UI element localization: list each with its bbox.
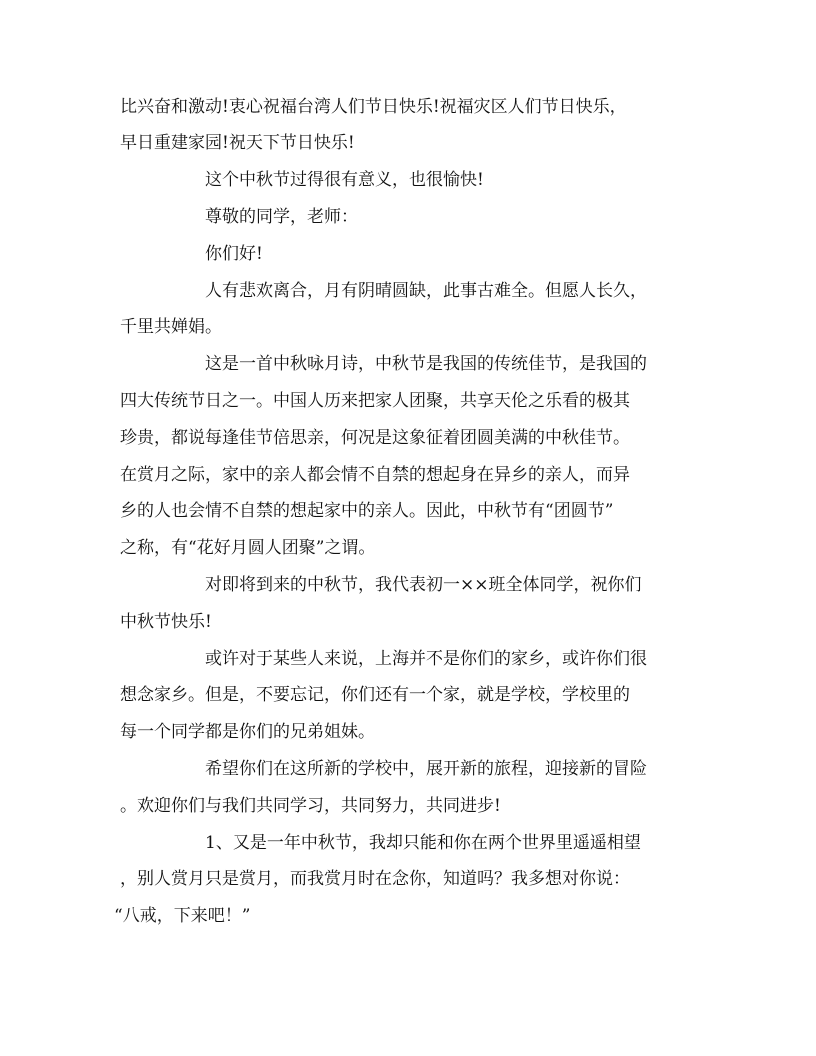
paragraph-line: 之称，有“花好月圆人团聚”之谓。 (120, 538, 376, 558)
paragraph-line: 在赏月之际，家中的亲人都会情不自禁的想起身在异乡的亲人，而异 (120, 465, 630, 485)
paragraph-line: 对即将到来的中秋节，我代表初一××班全体同学，祝你们 (205, 575, 642, 595)
paragraph-line: 这个中秋节过得很有意义，也很愉快! (205, 170, 484, 190)
paragraph-line: 中秋节快乐! (120, 612, 212, 632)
paragraph-line: 希望你们在这所新的学校中，展开新的旅程，迎接新的冒险 (205, 759, 647, 779)
paragraph-line: 这是一首中秋咏月诗，中秋节是我国的传统佳节，是我国的 (205, 354, 647, 374)
paragraph-line: 珍贵，都说每逢佳节倍思亲，何况是这象征着团圆美满的中秋佳节。 (120, 428, 630, 448)
paragraph-line: 人有悲欢离合，月有阴晴圆缺，此事古难全。但愿人长久， (205, 281, 647, 301)
paragraph-line: 想念家乡。但是，不要忘记，你们还有一个家，就是学校，学校里的 (120, 685, 630, 705)
paragraph-line: 。欢迎你们与我们共同学习，共同努力，共同进步! (120, 796, 501, 816)
paragraph-line: 千里共婵娟。 (120, 317, 222, 337)
paragraph-line: 每一个同学都是你们的兄弟姐妹。 (120, 722, 375, 742)
paragraph-line: ，别人赏月只是赏月，而我赏月时在念你，知道吗？我多想对你说： (120, 869, 630, 889)
paragraph-line: 尊敬的同学，老师： (205, 207, 358, 227)
paragraph-line: 四大传统节日之一。中国人历来把家人团聚，共享天伦之乐看的极其 (120, 391, 630, 411)
paragraph-line: 你们好! (205, 244, 263, 264)
paragraph-line: 乡的人也会情不自禁的想起家中的亲人。因此，中秋节有“团圆节” (120, 501, 614, 521)
paragraph-line: 早日重建家园!祝天下节日快乐! (120, 133, 355, 153)
paragraph-line: “八戒，下来吧！” (114, 906, 251, 926)
paragraph-line: 1、又是一年中秋节，我却只能和你在两个世界里遥遥相望 (205, 833, 641, 853)
paragraph-line: 比兴奋和激动!衷心祝福台湾人们节日快乐!祝福灾区人们节日快乐， (120, 97, 627, 117)
paragraph-line: 或许对于某些人来说，上海并不是你们的家乡，或许你们很 (205, 649, 647, 669)
